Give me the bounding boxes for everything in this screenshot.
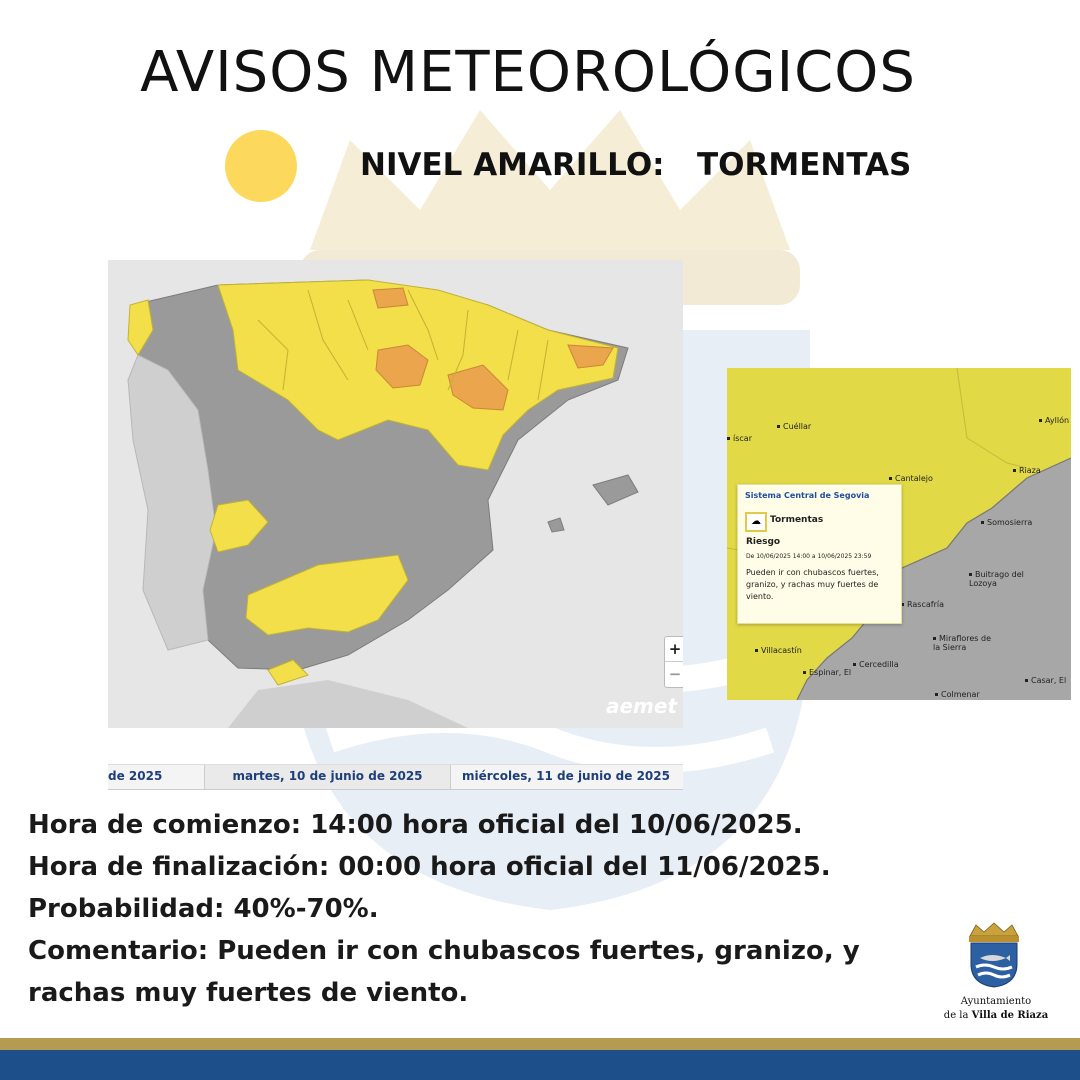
popup-phenomenon: Tormentas (770, 515, 824, 525)
comment-line-2: rachas muy fuertes de viento. (28, 978, 469, 1008)
zoom-in-button[interactable]: + (668, 640, 682, 658)
page-title: AVISOS METEOROLÓGICOS (140, 40, 916, 105)
shield-icon (966, 922, 1022, 988)
yellow-level-indicator (225, 130, 297, 202)
popup-risk-label: Riesgo (746, 537, 781, 547)
start-time: Hora de comienzo: 14:00 hora oficial del 10/06/2025. (28, 810, 803, 840)
phenomenon-label: TORMENTAS (696, 147, 912, 183)
date-tabs (108, 764, 683, 790)
storm-icon: ☁ (745, 512, 767, 532)
place-iscar: íscar (727, 434, 752, 443)
segovia-inset-map[interactable] (727, 368, 1071, 700)
place-miraflores: Miraflores de la Sierra (933, 634, 997, 652)
place-espinar: Espinar, El (803, 668, 851, 677)
spain-map-graphic (108, 260, 683, 728)
popup-zone-title: Sistema Central de Segovia (745, 491, 870, 500)
place-cercedilla: Cercedilla (853, 660, 899, 669)
place-colmenar: Colmenar (935, 690, 980, 699)
aemet-logo: aemet (606, 694, 678, 718)
probability: Probabilidad: 40%-70%. (28, 894, 379, 924)
place-casar: Casar, El (1025, 676, 1066, 685)
place-riaza: Riaza (1013, 466, 1041, 475)
spain-warning-map[interactable] (108, 260, 683, 728)
end-time: Hora de finalización: 00:00 hora oficial del 11/06/2025. (28, 852, 831, 882)
place-rascafria: Rascafría (901, 600, 944, 609)
place-cantalejo: Cantalejo (889, 474, 933, 483)
level-label: NIVEL AMARILLO: (360, 147, 665, 183)
orange-warning-4 (373, 288, 408, 308)
map-zoom-control[interactable] (664, 636, 683, 688)
place-buitrago: Buitrago del Lozoya (969, 570, 1029, 588)
logo-name: Villa de Riaza (971, 1010, 1049, 1021)
date-tab-selected[interactable]: martes, 10 de junio de 2025 (204, 765, 451, 789)
popup-period: De 10/06/2025 14:00 a 10/06/2025 23:59 (746, 553, 872, 560)
date-tab-previous[interactable]: de 2025 (108, 769, 163, 783)
zoom-out-button[interactable]: − (665, 661, 683, 686)
place-cuellar: Cuéllar (777, 422, 811, 431)
place-somosierra: Somosierra (981, 518, 1032, 527)
warning-details (28, 804, 860, 1014)
date-tab-next[interactable]: miércoles, 11 de junio de 2025 (462, 769, 670, 783)
popup-comment: Pueden ir con chubascos fuertes, granizo, y rachas muy fuertes de viento. (746, 568, 879, 601)
logo-line-2 (936, 1010, 1056, 1021)
footer-gold-band (0, 1038, 1080, 1050)
comment-line-1: Comentario: Pueden ir con chubascos fuertes, granizo, y (28, 936, 860, 966)
place-villacastin: Villacastín (755, 646, 802, 655)
ayuntamiento-logo (936, 920, 1056, 1030)
logo-line-1: Ayuntamiento (960, 996, 1032, 1007)
footer-blue-band (0, 1050, 1080, 1080)
warning-subtitle (360, 147, 911, 183)
logo-prefix: de la (943, 1010, 969, 1021)
place-ayllon: Ayllón (1039, 416, 1069, 425)
warning-popup[interactable] (737, 484, 902, 624)
